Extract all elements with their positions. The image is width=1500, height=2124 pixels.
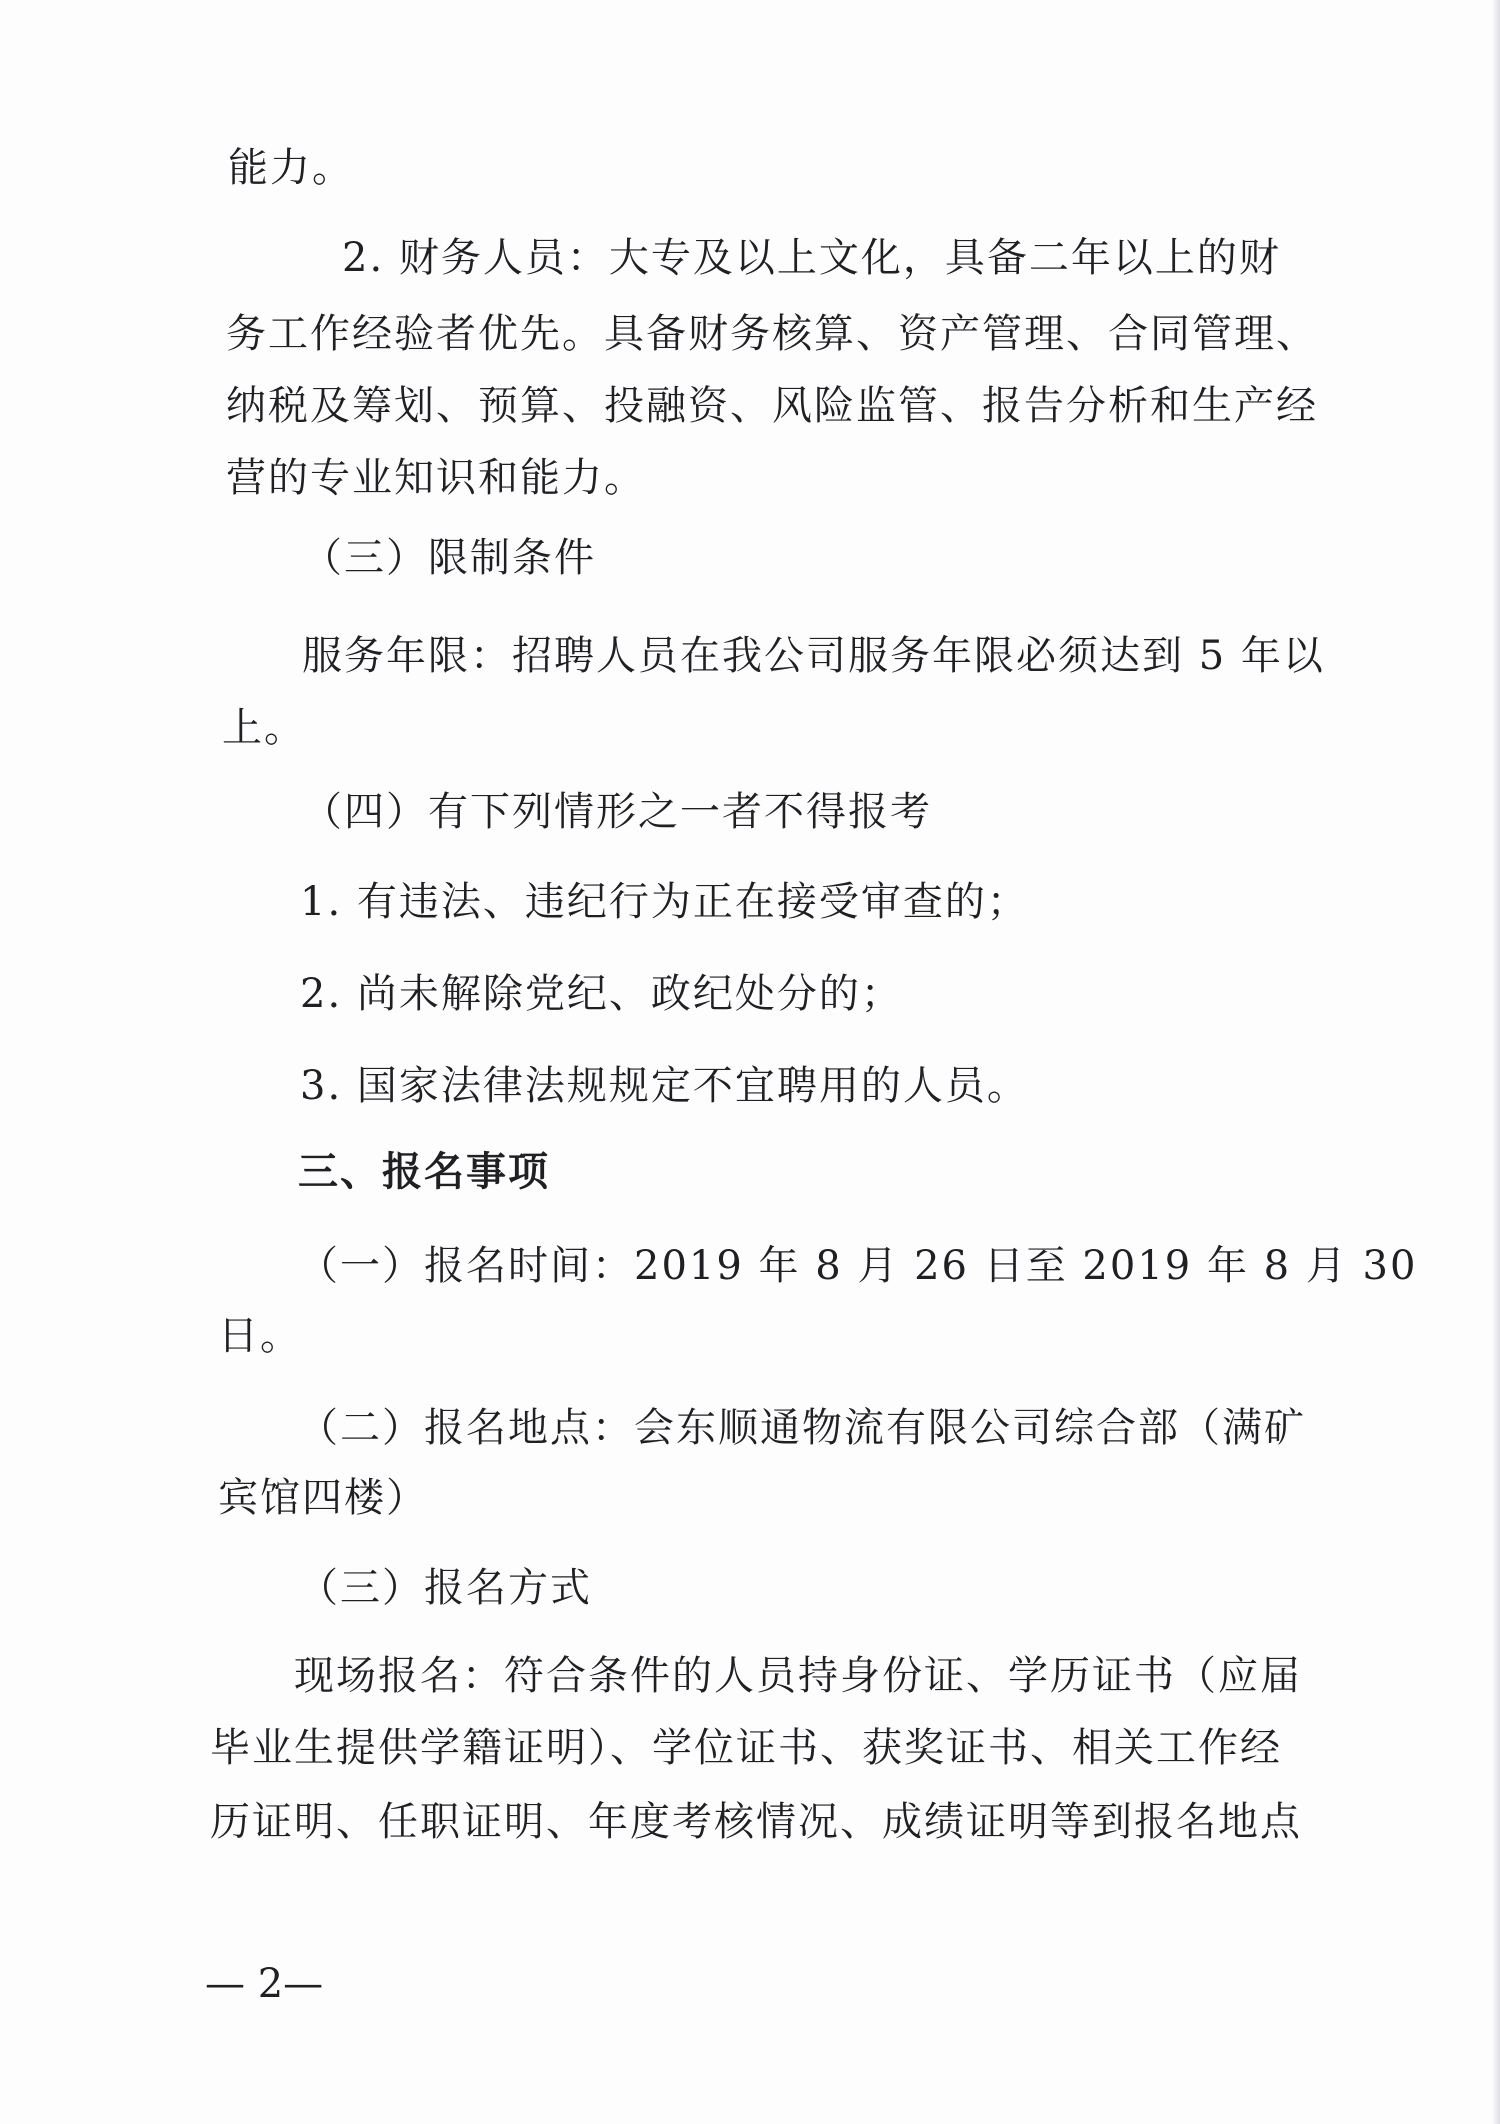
text-line: 3. 国家法律法规规定不宜聘用的人员。	[300, 1063, 1029, 1109]
page-edge-shadow	[1492, 0, 1500, 2124]
text-line: 日。	[218, 1313, 302, 1359]
text-line: （三）报名方式	[298, 1565, 592, 1611]
text-line: 2. 尚未解除党纪、政纪处分的；	[300, 971, 903, 1017]
text-line: （四）有下列情形之一者不得报考	[302, 789, 932, 835]
text-line: 服务年限：招聘人员在我公司服务年限必须达到 5 年以	[302, 633, 1325, 679]
text-line: （一）报名时间：2019 年 8 月 26 日至 2019 年 8 月 30	[298, 1243, 1418, 1289]
text-line: 历证明、任职证明、年度考核情况、成绩证明等到报名地点	[210, 1799, 1302, 1845]
page-number: — 2—	[205, 1961, 324, 2007]
text-line: 上。	[222, 705, 306, 751]
text-line: 2. 财务人员：大专及以上文化，具备二年以上的财	[342, 235, 1281, 281]
text-line: 1. 有违法、违纪行为正在接受审查的；	[300, 879, 1029, 925]
text-line: 能力。	[228, 145, 354, 191]
text-line: 宾馆四楼）	[218, 1475, 428, 1521]
text-line: 纳税及筹划、预算、投融资、风险监管、报告分析和生产经	[226, 383, 1318, 429]
text-line: （二）报名地点：会东顺通物流有限公司综合部（满矿	[298, 1405, 1306, 1451]
section-heading: 三、报名事项	[298, 1149, 550, 1195]
text-line: 务工作经验者优先。具备财务核算、资产管理、合同管理、	[226, 311, 1318, 357]
text-line: 现场报名：符合条件的人员持身份证、学历证书（应届	[294, 1653, 1302, 1699]
text-line: （三）限制条件	[302, 535, 596, 581]
text-line: 毕业生提供学籍证明）、学位证书、获奖证书、相关工作经	[210, 1725, 1282, 1771]
text-line: 营的专业知识和能力。	[226, 455, 646, 501]
